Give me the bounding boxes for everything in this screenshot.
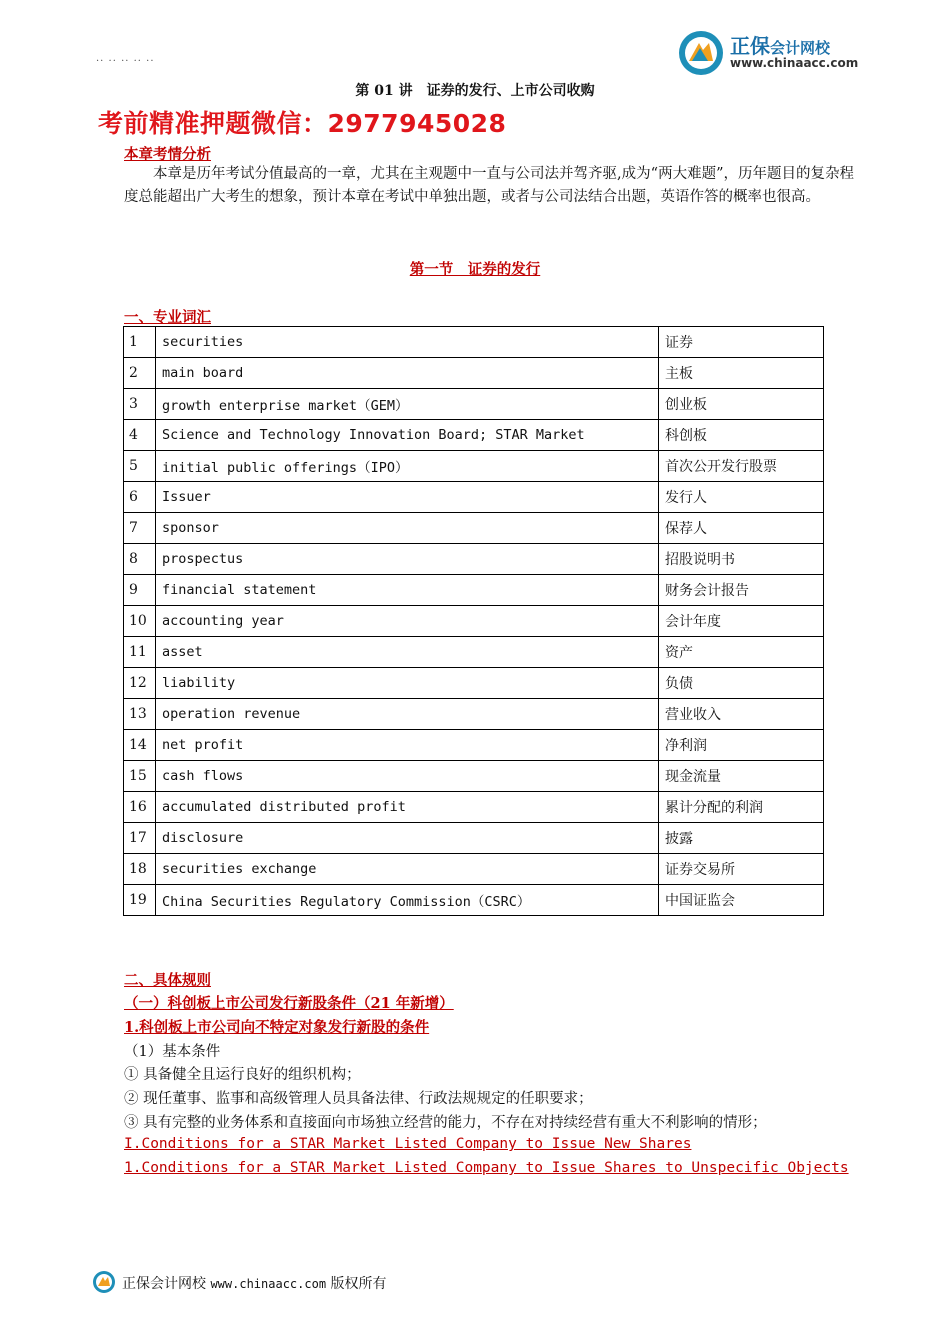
vocab-english: Science and Technology Innovation Board; STAR Market [156, 420, 659, 451]
vocab-num: 19 [124, 885, 156, 916]
vocab-row [124, 420, 824, 451]
vocab-english: securities exchange [156, 854, 659, 885]
footer-rights: 版权所有 [330, 1276, 387, 1292]
english-heading-1: I.Conditions for a STAR Market Listed Company to Issue New Shares [124, 1136, 692, 1152]
vocab-num: 7 [124, 513, 156, 544]
vocab-chinese: 证券交易所 [659, 854, 824, 885]
vocab-num: 15 [124, 761, 156, 792]
footer-url[interactable]: www.chinaacc.com [210, 1277, 327, 1291]
vocab-row [124, 730, 824, 761]
brand-block[interactable] [678, 28, 868, 76]
vocab-num: 1 [124, 327, 156, 358]
vocab-num: 2 [124, 358, 156, 389]
footer-text [122, 1273, 387, 1293]
vocab-row [124, 885, 824, 916]
vocab-row [124, 823, 824, 854]
vocab-english: Issuer [156, 482, 659, 513]
vocab-english: securities [156, 327, 659, 358]
basic-conditions-label: （1）基本条件 [124, 1044, 221, 1060]
brand-name: 正保会计网校 [730, 34, 831, 58]
vocab-row [124, 606, 824, 637]
vocab-english: accumulated distributed profit [156, 792, 659, 823]
vocab-num: 14 [124, 730, 156, 761]
vocab-table [123, 326, 824, 916]
vocab-num: 5 [124, 451, 156, 482]
vocab-num: 18 [124, 854, 156, 885]
vocab-chinese: 现金流量 [659, 761, 824, 792]
vocab-num: 10 [124, 606, 156, 637]
vocab-row [124, 699, 824, 730]
vocab-english: prospectus [156, 544, 659, 575]
vocab-num: 13 [124, 699, 156, 730]
vocab-row [124, 513, 824, 544]
vocab-chinese: 创业板 [659, 389, 824, 420]
vocab-chinese: 主板 [659, 358, 824, 389]
rules-subheading-1: （一）科创板上市公司发行新股条件（21 年新增） [124, 995, 454, 1012]
section-title: 第一节 证券的发行 [409, 261, 541, 278]
vocab-chinese: 中国证监会 [659, 885, 824, 916]
vocab-english: sponsor [156, 513, 659, 544]
vocab-english: operation revenue [156, 699, 659, 730]
vocab-num: 12 [124, 668, 156, 699]
vocab-english: financial statement [156, 575, 659, 606]
vocab-num: 4 [124, 420, 156, 451]
footer-brand: 正保会计网校 [122, 1276, 206, 1292]
vocab-row [124, 544, 824, 575]
vocab-english: growth enterprise market（GEM） [156, 389, 659, 420]
vocab-chinese: 保荐人 [659, 513, 824, 544]
vocab-row [124, 482, 824, 513]
vocab-english: net profit [156, 730, 659, 761]
condition-item: ① 具备健全且运行良好的组织机构； [124, 1067, 361, 1083]
vocab-heading: 一、专业词汇 [124, 309, 211, 326]
promo-banner: 考前精准押题微信：2977945028 [98, 109, 507, 138]
brand-url: www.chinaacc.com [730, 56, 859, 70]
vocab-row [124, 854, 824, 885]
vocab-num: 17 [124, 823, 156, 854]
vocab-num: 9 [124, 575, 156, 606]
vocab-english: China Securities Regulatory Commission（CSRC） [156, 885, 659, 916]
vocab-row [124, 389, 824, 420]
condition-item: ③ 具有完整的业务体系和直接面向市场独立经营的能力，不存在对持续经营有重大不利影响的情形； [124, 1115, 767, 1131]
condition-item: ② 现任董事、监事和高级管理人员具备法律、行政法规规定的任职要求； [124, 1091, 593, 1107]
analysis-paragraph: 本章是历年考试分值最高的一章，尤其在主观题中一直与公司法并驾齐驱,成为“两大难题”，历年题目的复杂程度总能超出广大考生的想象，预计本章在考试中单独出题，或者与公司法结合出题，英语作答的概率也很高。 [124, 166, 854, 205]
vocab-num: 6 [124, 482, 156, 513]
vocab-num: 11 [124, 637, 156, 668]
vocab-num: 8 [124, 544, 156, 575]
vocab-chinese: 发行人 [659, 482, 824, 513]
vocab-row [124, 761, 824, 792]
vocab-english: liability [156, 668, 659, 699]
footer-logo-icon [92, 1270, 116, 1294]
vocab-chinese: 首次公开发行股票 [659, 451, 824, 482]
vocab-english: initial public offerings（IPO） [156, 451, 659, 482]
vocab-english: main board [156, 358, 659, 389]
vocab-row [124, 637, 824, 668]
english-heading-2: 1.Conditions for a STAR Market Listed Company to Issue Shares to Unspecific Objects [124, 1160, 849, 1176]
vocab-english: disclosure [156, 823, 659, 854]
vocab-chinese: 披露 [659, 823, 824, 854]
vocab-chinese: 资产 [659, 637, 824, 668]
vocab-chinese: 净利润 [659, 730, 824, 761]
vocab-chinese: 招股说明书 [659, 544, 824, 575]
analysis-heading: 本章考情分析 [124, 146, 211, 163]
vocab-row [124, 792, 824, 823]
lecture-title: 第 01 讲 证券的发行、上市公司收购 [355, 83, 595, 99]
vocab-num: 3 [124, 389, 156, 420]
vocab-chinese: 会计年度 [659, 606, 824, 637]
brand-logo-icon [678, 30, 724, 76]
vocab-row [124, 451, 824, 482]
vocab-english: cash flows [156, 761, 659, 792]
vocab-row [124, 327, 824, 358]
vocab-chinese: 负债 [659, 668, 824, 699]
header-corner-mark: ·· ·· ·· ·· ·· [96, 56, 155, 67]
vocab-num: 16 [124, 792, 156, 823]
vocab-row [124, 575, 824, 606]
vocab-english: accounting year [156, 606, 659, 637]
rules-subheading-2: 1.科创板上市公司向不特定对象发行新股的条件 [124, 1019, 430, 1036]
vocab-chinese: 累计分配的利润 [659, 792, 824, 823]
vocab-row [124, 358, 824, 389]
vocab-chinese: 证券 [659, 327, 824, 358]
rules-heading: 二、具体规则 [124, 972, 211, 989]
vocab-english: asset [156, 637, 659, 668]
vocab-chinese: 营业收入 [659, 699, 824, 730]
vocab-chinese: 财务会计报告 [659, 575, 824, 606]
vocab-chinese: 科创板 [659, 420, 824, 451]
vocab-row [124, 668, 824, 699]
